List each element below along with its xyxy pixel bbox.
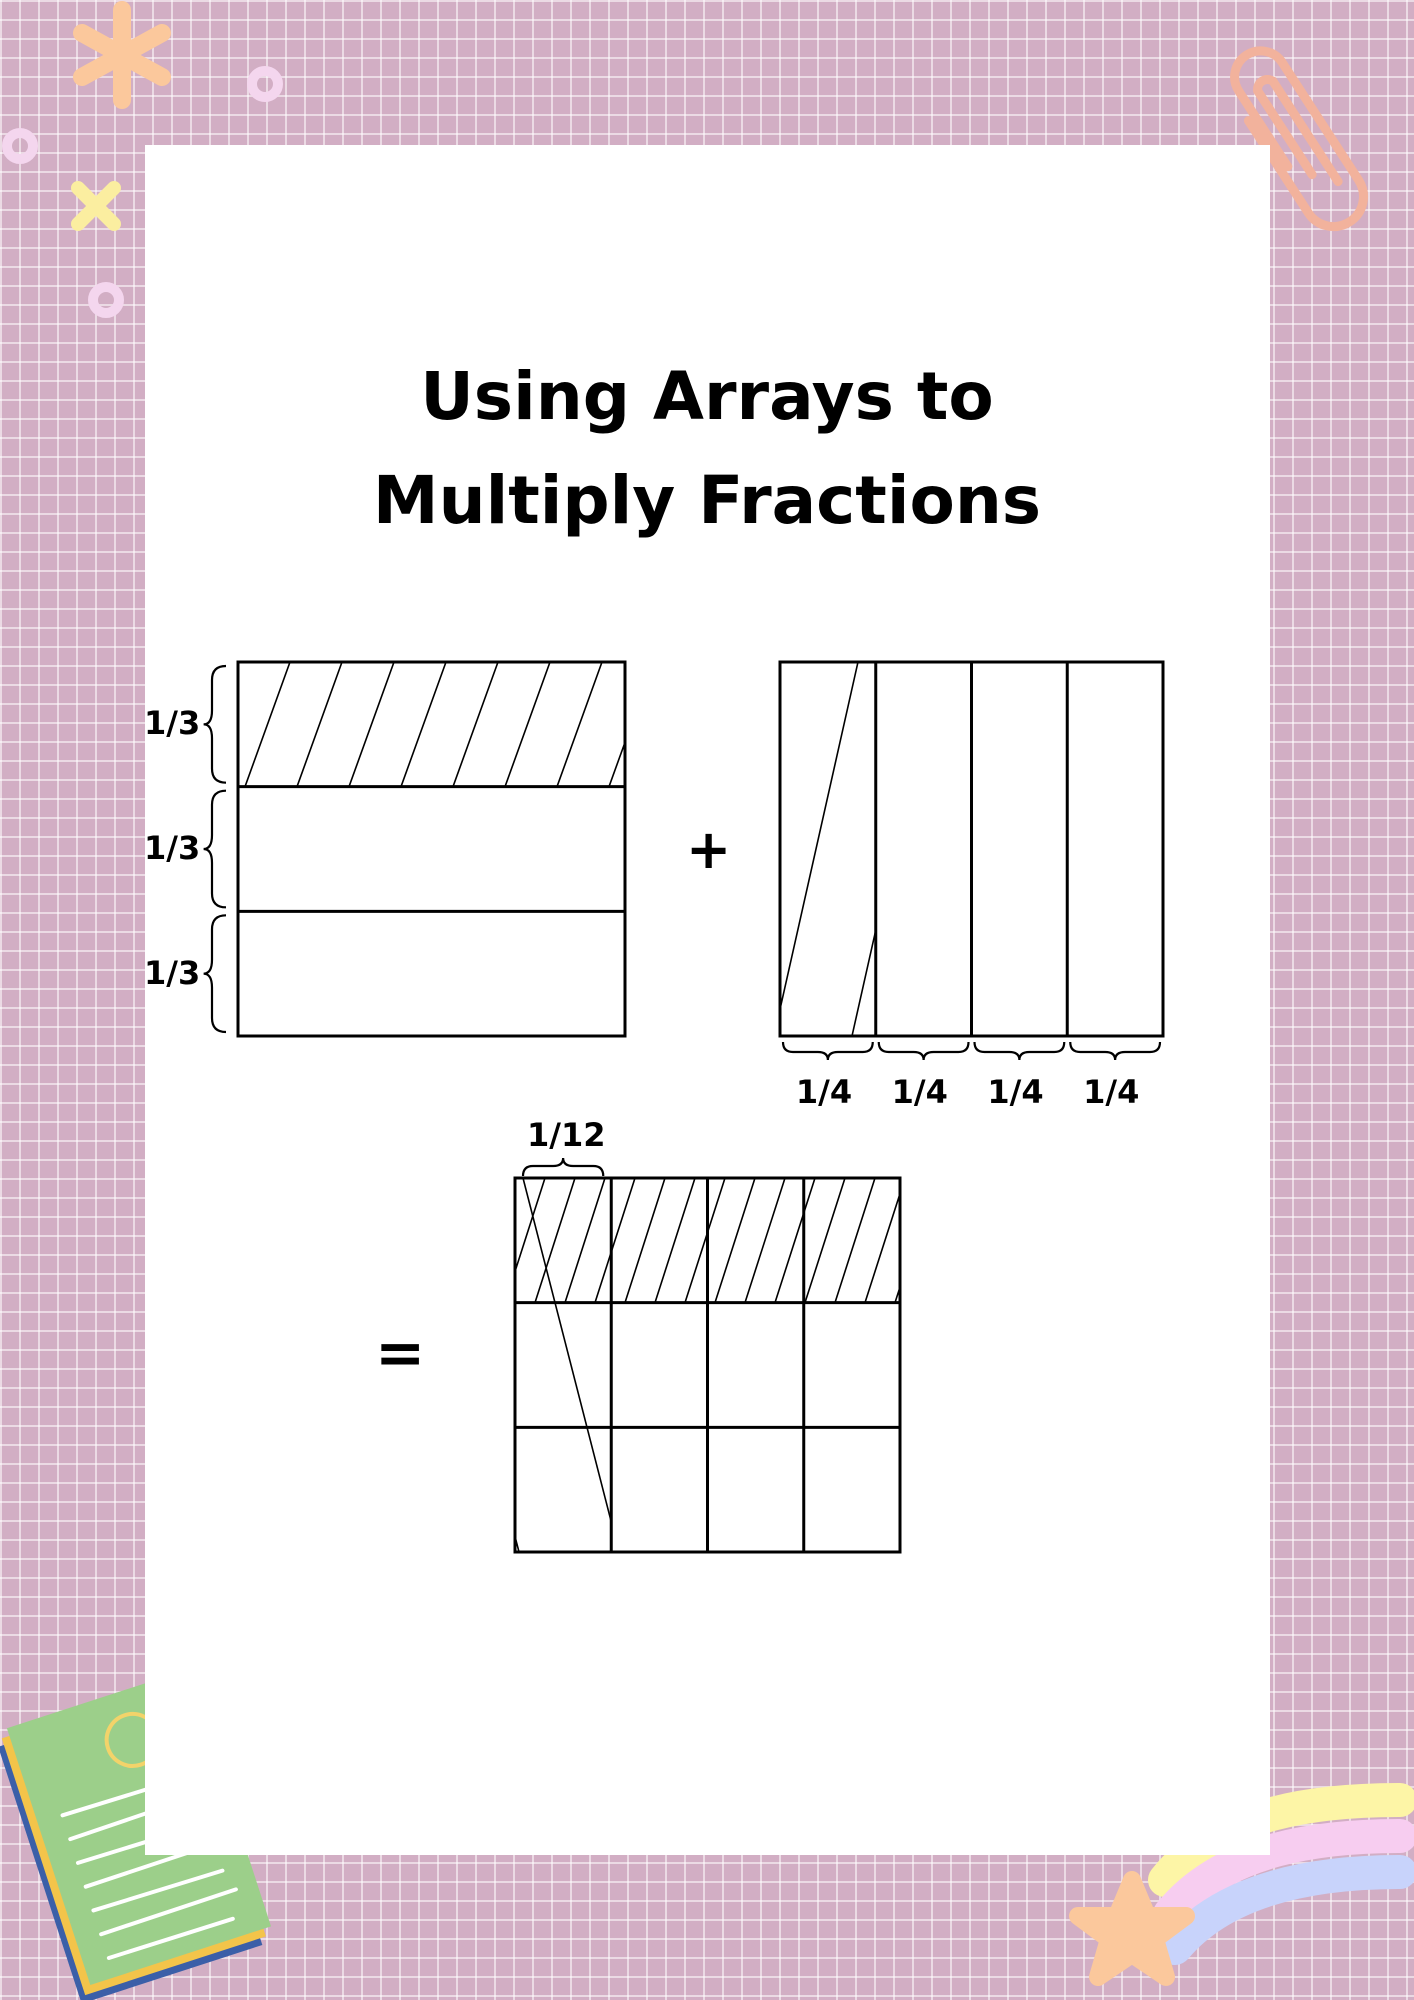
hatch-line [805, 1178, 845, 1303]
hatch-line [745, 1178, 785, 1303]
hatch-line [535, 1178, 575, 1303]
column-brace [1070, 1042, 1160, 1060]
hatch-line [661, 662, 706, 787]
row-label-2: 1/3 [144, 829, 201, 867]
hatch-line [453, 662, 498, 787]
hatch-line [595, 1178, 635, 1303]
hatch-line [625, 1178, 665, 1303]
hatch-line [1008, 662, 1092, 1036]
hatch-line [505, 662, 550, 787]
column-label-1: 1/4 [795, 1073, 853, 1111]
hatch-line [475, 1178, 515, 1303]
row-label-3: 1/3 [144, 953, 201, 992]
hatch-line [223, 1178, 319, 1552]
column-label-2: 1/4 [891, 1073, 948, 1111]
hatch-line [685, 1178, 725, 1303]
array-outline [238, 662, 625, 1036]
hatch-line [955, 1178, 995, 1303]
hatch-line [423, 1178, 519, 1552]
hatch-line [245, 662, 290, 787]
hatch-line [774, 662, 858, 1036]
result-array-twelfths [223, 1158, 995, 1552]
hatch-line [565, 1178, 605, 1303]
cell-label: 1/12 [527, 1116, 606, 1154]
hatch-line [655, 1178, 695, 1303]
array-thirds [141, 662, 758, 1036]
hatch-line [445, 1178, 485, 1303]
hatch-line [835, 1178, 875, 1303]
row-label-1: 1/3 [144, 704, 201, 743]
column-brace [783, 1042, 873, 1060]
hatch-line [349, 662, 394, 787]
column-label-3: 1/4 [987, 1073, 1044, 1111]
row-hatching [141, 662, 758, 787]
column-brace [879, 1042, 969, 1060]
hatch-line [925, 1178, 965, 1303]
plus-operator: + [686, 818, 732, 881]
hatch-line [557, 662, 602, 787]
equals-operator: = [375, 1318, 426, 1388]
hatch-line [775, 1178, 815, 1303]
hatch-line [713, 662, 758, 787]
hatch-line [523, 1178, 619, 1552]
row-brace [204, 666, 226, 783]
hatch-line [852, 662, 936, 1036]
column-brace [975, 1042, 1065, 1060]
column-label-4: 1/4 [1083, 1073, 1140, 1111]
title-line-1: Using Arrays to [420, 358, 994, 435]
row-brace [204, 791, 226, 908]
hatch-line [715, 1178, 755, 1303]
hatch-line [609, 662, 654, 787]
back-hatching [223, 1178, 719, 1552]
hatch-line [623, 1178, 719, 1552]
title-line-2: Multiply Fractions [372, 462, 1042, 539]
row-brace [204, 915, 226, 1032]
cell-brace [523, 1158, 603, 1176]
hatch-line [297, 662, 342, 787]
hatch-line [401, 662, 446, 787]
